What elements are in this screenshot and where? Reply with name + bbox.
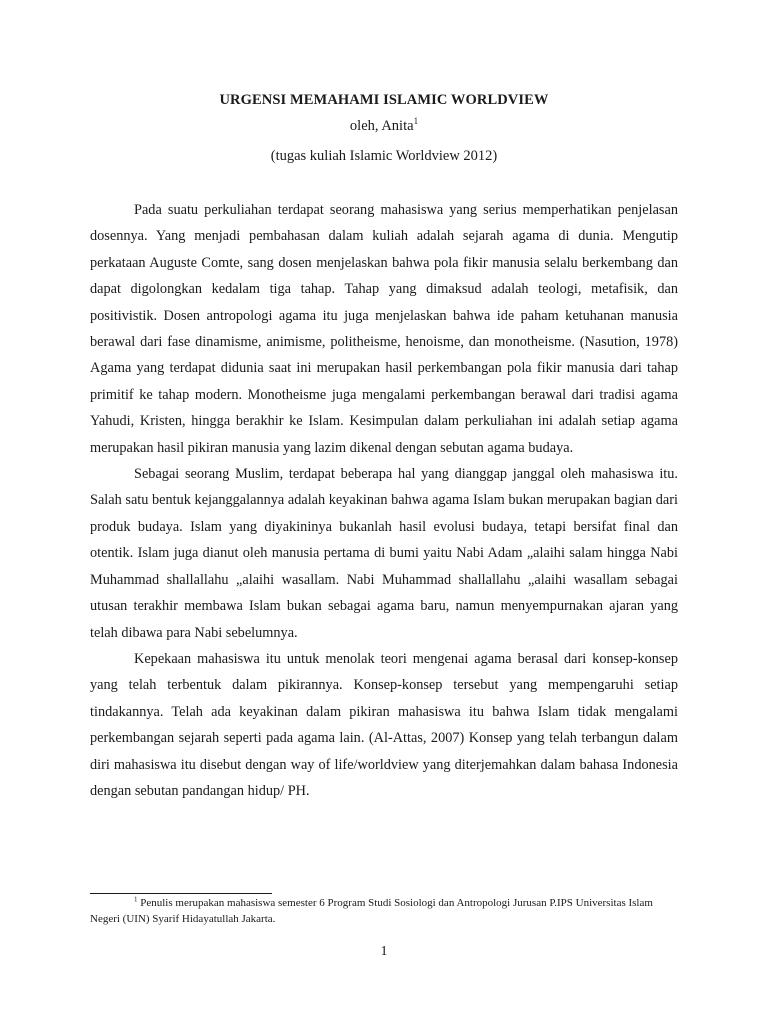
paragraph-1: Pada suatu perkuliahan terdapat seorang mahasiswa yang serius memperhatikan penjelasan dosennya. Yang menjadi pembahasan dalam kuliah adalah sejarah agama di dunia. Mengutip perkataan Auguste Comte, sang dosen menjelaskan bahwa pola fikir manusia selalu berkembang dan dapat digolongkan kedalam tiga tahap. Tahap yang dimaksud adalah teologi, metafisik, dan positivistik. Dosen antropologi agama itu juga menjelaskan bahwa ide paham ketuhanan manusia berawal dari fase dinamisme, animisme, politheisme, henoisme, dan monotheisme. (Nasution, 1978) Agama yang terdapat didunia saat ini merupakan hasil perkembangan pola fikir manusia dari tahap primitif ke tahap modern. Monotheisme juga mengalami perkembangan berawal dari tradisi agama Yahudi, Kristen, hingga berakhir ke Islam. Kesimpulan dalam perkuliahan ini adalah setiap agama merupakan hasil pikiran manusia yang lazim dikenal dengan sebutan agama budaya. [90, 202, 678, 456]
author-line [90, 118, 678, 135]
paragraph-2: Sebagai seorang Muslim, terdapat beberapa hal yang dianggap janggal oleh mahasiswa itu. Salah satu bentuk kejanggalannya adalah keyakinan bahwa agama Islam bukan merupakan bagian dari produk budaya. Islam yang diyakininya bukanlah hasil evolusi budaya, tetapi bersifat final dan otentik. Islam juga dianut oleh manusia pertama di bumi yaitu Nabi Adam „alaihi salam hingga Nabi Muhammad shallallahu „alaihi wasallam. Nabi Muhammad shallallahu „alaihi wasallam sebagai utusan terakhir membawa Islam bukan sebagai agama baru, namun menyempurnakan ajaran yang telah dibawa para Nabi sebelumnya. [90, 466, 678, 641]
course-note: (tugas kuliah Islamic Worldview 2012) [270, 148, 498, 164]
footnote [90, 896, 678, 927]
author-name: oleh, Anita [349, 118, 414, 134]
document-title: URGENSI MEMAHAMI ISLAMIC WORLDVIEW [219, 92, 549, 108]
footnote-reference[interactable]: 1 [413, 116, 419, 127]
footnote-marker: 1 [134, 895, 138, 904]
body-text [90, 197, 678, 804]
footnote-text: Penulis merupakan mahasiswa semester 6 Program Studi Sosiologi dan Antropologi Jurusan P.IPS Universitas Islam Negeri (UIN) Syarif Hidayatullah Jakarta. [90, 897, 653, 925]
footnote-separator [90, 893, 272, 894]
page-number: 1 [380, 944, 388, 959]
paragraph-3: Kepekaan mahasiswa itu untuk menolak teori mengenai agama berasal dari konsep-konsep yang telah terbentuk dalam pikirannya. Konsep-konsep tersebut yang mempengaruhi setiap tindakannya. Telah ada keyakinan dalam pikiran mahasiswa itu bahwa Islam tidak mengalami perkembangan sejarah seperti pada agama lain. (Al-Attas, 2007) Konsep yang telah terbangun dalam diri mahasiswa itu disebut dengan way of life/worldview yang diterjemahkan dalam bahasa Indonesia dengan sebutan pandangan hidup/ PH. [90, 650, 678, 799]
